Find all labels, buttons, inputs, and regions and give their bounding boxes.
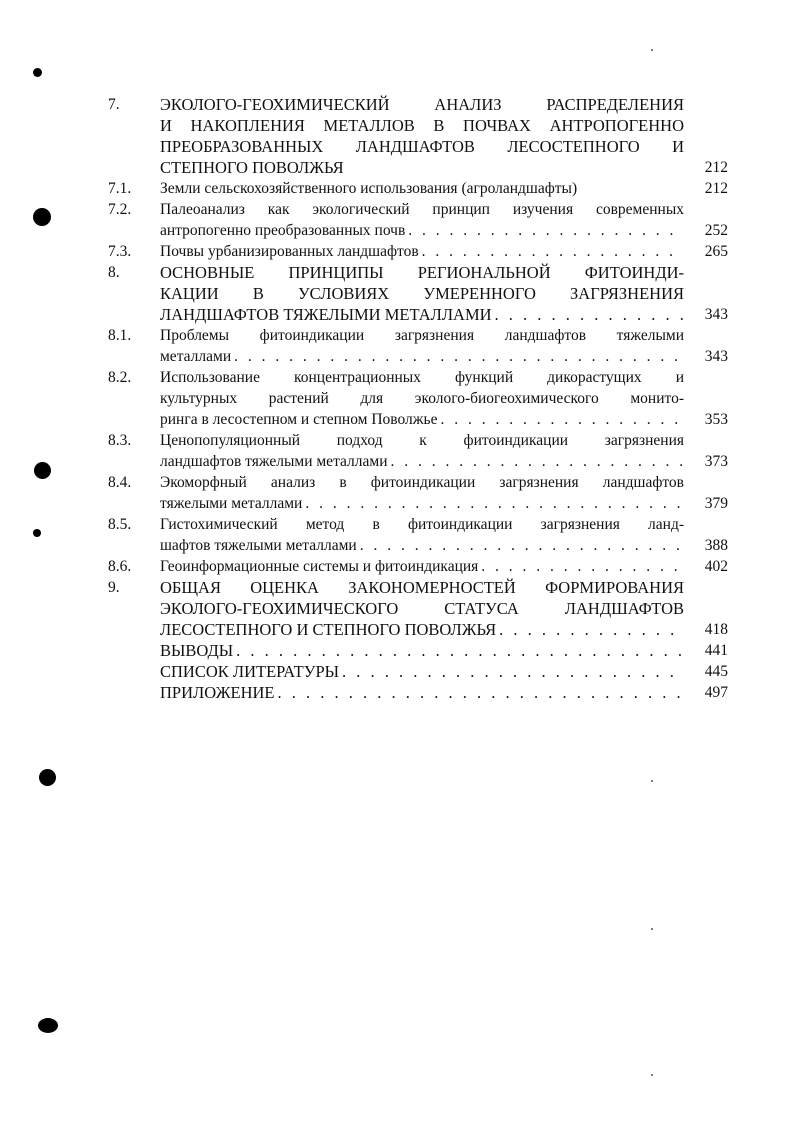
toc-entry[interactable] [108, 178, 728, 199]
toc-entry-title [160, 241, 684, 262]
toc-entry-number: 8. [108, 264, 120, 281]
toc-entry-title [160, 472, 684, 514]
toc-entry-number: 9. [108, 579, 120, 596]
toc-entry[interactable] [108, 241, 728, 262]
toc-entry-title-line: ПРЕОБРАЗОВАННЫХ ЛАНДШАФТОВ ЛЕСОСТЕПНОГО И [160, 137, 684, 156]
binder-hole-mark [34, 462, 51, 479]
toc-entry-number: 8.3. [108, 432, 132, 449]
dot-leader [233, 640, 684, 661]
dot-leader [492, 304, 684, 325]
toc-entry-title-line: СПИСОК ЛИТЕРАТУРЫ [160, 662, 340, 681]
toc-entry-title-line: культурных растений для эколого-биогеохимического монито- [160, 390, 684, 407]
toc-entry-page-number: 343 [704, 348, 728, 365]
toc-entry-number: 8.2. [108, 369, 132, 386]
dot-leader [496, 619, 684, 640]
toc-entry-title [160, 367, 684, 430]
toc-entry-title-line: Гистохимический метод в фитоиндикации загрязнения ланд- [160, 516, 684, 533]
toc-entry-title-line: ЭКОЛОГО-ГЕОХИМИЧЕСКОГО СТАТУСА ЛАНДШАФТОВ [160, 599, 684, 618]
toc-entry-title [160, 682, 684, 703]
scan-speck [651, 928, 653, 930]
toc-entry-title-line: антропогенно преобразованных почв [160, 222, 406, 239]
scan-speck [651, 780, 653, 782]
toc-entry-number: 7.3. [108, 243, 132, 260]
toc-entry-title [160, 556, 684, 577]
toc-entry-title-line: ЛЕСОСТЕПНОГО И СТЕПНОГО ПОВОЛЖЬЯ [160, 620, 497, 639]
toc-entry[interactable] [108, 199, 728, 241]
toc-entry-title-line: Экоморфный анализ в фитоиндикации загрязнения ландшафтов [160, 474, 684, 491]
toc-entry-title [160, 514, 684, 556]
toc-entry-title [160, 325, 684, 367]
toc-entry-title-line: Земли сельскохозяйственного использования (агроландшафты) [160, 180, 578, 197]
toc-entry-page-number: 402 [704, 558, 728, 575]
binder-hole-mark [38, 1018, 58, 1033]
dot-leader [274, 682, 684, 703]
toc-entry-title-line: тяжелыми металлами [160, 495, 303, 512]
binder-hole-mark [33, 529, 41, 537]
toc-entry-page-number: 373 [704, 453, 728, 470]
toc-entry-page-number: 379 [704, 495, 728, 512]
toc-entry-title-line: ВЫВОДЫ [160, 641, 234, 660]
toc-entry-page-number: 252 [704, 222, 728, 239]
dot-leader [478, 556, 684, 577]
toc-entry-title-line: шафтов тяжелыми металлами [160, 537, 357, 554]
toc-entry-number: 7.1. [108, 180, 132, 197]
toc-entry-page-number: 353 [704, 411, 728, 428]
toc-entry[interactable] [108, 94, 728, 178]
toc-entry-title-line: И НАКОПЛЕНИЯ МЕТАЛЛОВ В ПОЧВАХ АНТРОПОГЕННО [160, 116, 684, 135]
toc-entry[interactable] [108, 262, 728, 325]
toc-entry-title-line: Использование концентрационных функций дикорастущих и [160, 369, 684, 386]
toc-entry-title [160, 262, 684, 325]
toc-entry-title [160, 430, 684, 472]
toc-entry-title-line: Палеоанализ как экологический принцип изучения современных [160, 201, 684, 218]
toc-entry-page-number: 212 [704, 180, 728, 197]
toc-entry-title-line: Геоинформационные системы и фитоиндикация [160, 558, 479, 575]
toc-entry-title-line: ЭКОЛОГО-ГЕОХИМИЧЕСКИЙ АНАЛИЗ РАСПРЕДЕЛЕНИЯ [160, 95, 684, 114]
binder-hole-mark [33, 208, 51, 226]
toc-entry-title [160, 199, 684, 241]
toc-entry-page-number: 497 [704, 684, 728, 701]
toc-entry-page-number: 441 [704, 642, 728, 659]
toc-entry-title-line: металлами [160, 348, 232, 365]
toc-entry[interactable] [108, 367, 728, 430]
toc-entry-page-number: 212 [704, 159, 728, 176]
toc-entry-title-line: ОБЩАЯ ОЦЕНКА ЗАКОНОМЕРНОСТЕЙ ФОРМИРОВАНИЯ [160, 578, 684, 597]
toc-entry-number: 7. [108, 96, 120, 113]
toc-entry-title-line: КАЦИИ В УСЛОВИЯХ УМЕРЕННОГО ЗАГРЯЗНЕНИЯ [160, 284, 684, 303]
toc-entry-page-number: 343 [704, 306, 728, 323]
toc-entry-title [160, 94, 684, 178]
toc-entry-page-number: 265 [704, 243, 728, 260]
table-of-contents [108, 94, 728, 703]
toc-entry-number: 8.6. [108, 558, 132, 575]
toc-entry[interactable] [108, 472, 728, 514]
toc-entry-title [160, 577, 684, 640]
dot-leader [388, 451, 685, 472]
toc-entry-title-line: Ценопопуляционный подход к фитоиндикации загрязнения [160, 432, 684, 449]
toc-entry-number: 7.2. [108, 201, 132, 218]
binder-hole-mark [39, 769, 56, 786]
toc-entry-title [160, 661, 684, 682]
toc-entry-title-line: ОСНОВНЫЕ ПРИНЦИПЫ РЕГИОНАЛЬНОЙ ФИТОИНДИ- [160, 263, 684, 282]
toc-entry[interactable] [108, 430, 728, 472]
toc-entry[interactable] [108, 640, 728, 661]
toc-entry[interactable] [108, 556, 728, 577]
toc-entry[interactable] [108, 325, 728, 367]
toc-entry-title-line: ПРИЛОЖЕНИЕ [160, 683, 275, 702]
toc-entry[interactable] [108, 514, 728, 556]
dot-leader [437, 409, 684, 430]
toc-entry-number: 8.5. [108, 516, 132, 533]
dot-leader [405, 220, 684, 241]
dot-leader [302, 493, 684, 514]
dot-leader [339, 661, 684, 682]
toc-entry-title [160, 178, 684, 199]
toc-entry-title-line: Проблемы фитоиндикации загрязнения ландшафтов тяжелыми [160, 327, 684, 344]
toc-entry-title-line: Почвы урбанизированных ландшафтов [160, 243, 419, 260]
toc-entry-number: 8.4. [108, 474, 132, 491]
toc-entry-title-line: СТЕПНОГО ПОВОЛЖЬЯ [160, 158, 344, 177]
dot-leader [419, 241, 684, 262]
toc-entry-title [160, 640, 684, 661]
toc-entry-title-line: ландшафтов тяжелыми металлами [160, 453, 388, 470]
toc-entry-page-number: 445 [704, 663, 728, 680]
dot-leader [231, 346, 684, 367]
toc-entry[interactable] [108, 577, 728, 640]
scan-speck [651, 1074, 653, 1076]
toc-entry-number: 8.1. [108, 327, 132, 344]
toc-entry-title-line: ЛАНДШАФТОВ ТЯЖЕЛЫМИ МЕТАЛЛАМИ [160, 305, 492, 324]
dot-leader [357, 535, 684, 556]
toc-entry-page-number: 418 [704, 621, 728, 638]
toc-entry-title-line: ринга в лесостепном и степном Поволжье [160, 411, 438, 428]
binder-hole-mark [33, 68, 42, 77]
scan-speck [651, 49, 653, 51]
toc-entry[interactable] [108, 682, 728, 703]
toc-entry[interactable] [108, 661, 728, 682]
toc-entry-page-number: 388 [704, 537, 728, 554]
